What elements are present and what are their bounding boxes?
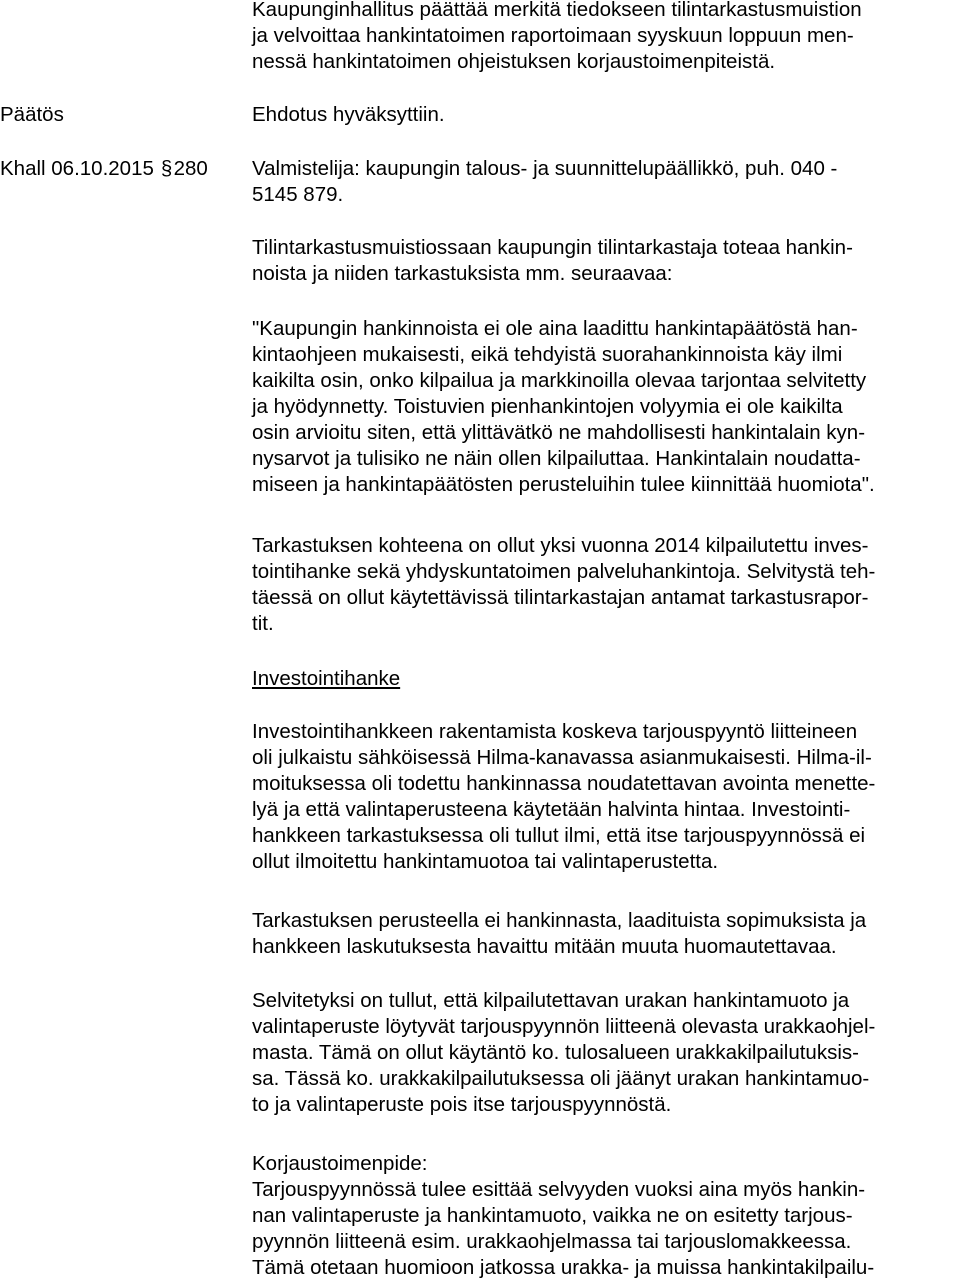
text-line: ollut ilmoitettu hankintamuotoa tai valintaperustetta. xyxy=(252,850,719,873)
meeting-reference xyxy=(0,156,208,182)
text-line: ja velvoittaa hankintatoimen raportoimaan syyskuun loppuun men- xyxy=(252,24,854,47)
text-line: pyynnön liitteenä esim. urakkaohjelmassa tai tarjouslomakkeessa. xyxy=(252,1230,852,1253)
text-line: lyä ja että valintaperusteena käytetään halvinta hintaa. Investointi- xyxy=(252,798,851,821)
investment-heading: Investointihanke xyxy=(252,667,401,690)
preparer-line: Valmistelija: kaupungin talous- ja suunnittelupäällikkö, puh. 040 - xyxy=(252,157,838,180)
section-symbol: § xyxy=(160,157,173,180)
text-line: sa. Tässä ko. urakkakilpailutuksessa oli jäänyt urakan hankintamuo- xyxy=(252,1067,870,1090)
text-line: Investointihankkeen rakentamista koskeva tarjouspyyntö liitteineen xyxy=(252,720,858,743)
text-line: kaikilta osin, onko kilpailua ja markkinoilla olevaa tarjontaa selvitetty xyxy=(252,369,867,392)
text-line: Tarjouspyynnössä tulee esittää selvyyden vuoksi aina myös hankin- xyxy=(252,1178,866,1201)
text-line: Tämä otetaan huomioon jatkossa urakka- ja muissa hankintakilpailu- xyxy=(252,1256,875,1279)
text-line: "Kaupungin hankinnoista ei ole aina laadittu hankintapäätöstä han- xyxy=(252,317,858,340)
text-line: to ja valintaperuste pois itse tarjouspyynnöstä. xyxy=(252,1093,672,1116)
text-line: Selvitetyksi on tullut, että kilpailutettavan urakan hankintamuoto ja xyxy=(252,989,850,1012)
text-line: Kaupunginhallitus päättää merkitä tiedokseen tilintarkastusmuistion xyxy=(252,0,862,21)
text-line: osin arvioitu siten, että ylittävätkö ne mahdollisesti hankintalain kyn- xyxy=(252,421,866,444)
section-number: 280 xyxy=(173,157,208,180)
text-line: Tarkastuksen perusteella ei hankinnasta, laadituista sopimuksista ja xyxy=(252,909,867,932)
text-line: valintaperuste löytyvät tarjouspyynnön liitteenä olevasta urakkaohjel- xyxy=(252,1015,876,1038)
text-line: hankkeen laskutuksesta havaittu mitään muuta huomautettavaa. xyxy=(252,935,837,958)
text-line: nan valintaperuste ja hankintamuoto, vaikka ne on esitetty tarjous- xyxy=(252,1204,853,1227)
text-line: ja hyödynnetty. Toistuvien pienhankintojen volyymia ei ole kaikilta xyxy=(252,395,843,418)
decision-label: Päätös xyxy=(0,103,64,126)
text-line: Tarkastuksen kohteena on ollut yksi vuonna 2014 kilpailutettu inves- xyxy=(252,534,869,557)
text-line: Tilintarkastusmuistiossaan kaupungin tilintarkastaja toteaa hankin- xyxy=(252,236,853,259)
text-line: oli julkaistu sähköisessä Hilma-kanavassa asianmukaisesti. Hilma-il- xyxy=(252,746,872,769)
meeting-date: Khall 06.10.2015 xyxy=(0,157,154,180)
text-line: noista ja niiden tarkastuksista mm. seuraavaa: xyxy=(252,262,673,285)
text-line: tit. xyxy=(252,612,274,635)
text-line: nysarvot ja tulisiko ne näin ollen kilpailuttaa. Hankintalain noudatta- xyxy=(252,447,861,470)
text-line: moituksessa oli todettu hankinnassa noudatettavan avointa menette- xyxy=(252,772,876,795)
text-line: masta. Tämä on ollut käytäntö ko. tulosalueen urakkakilpailutuksis- xyxy=(252,1041,859,1064)
text-line: hankkeen tarkastuksessa oli tullut ilmi, että itse tarjouspyynnössä ei xyxy=(252,824,866,847)
text-line: kintaohjeen mukaisesti, eikä tehdyistä suorahankinnoista käy ilmi xyxy=(252,343,843,366)
text-line: miseen ja hankintapäätösten perusteluihin tulee kiinnittää huomiota". xyxy=(252,473,875,496)
corrective-action-label: Korjaustoimenpide: xyxy=(252,1152,428,1175)
text-line: täessä on ollut käytettävissä tilintarkastajan antamat tarkastusrapor- xyxy=(252,586,869,609)
text-line: tointihanke sekä yhdyskuntatoimen palveluhankintoja. Selvitystä teh- xyxy=(252,560,876,583)
preparer-line: 5145 879. xyxy=(252,183,344,206)
decision-text: Ehdotus hyväksyttiin. xyxy=(252,103,445,126)
text-line: nessä hankintatoimen ohjeistuksen korjaustoimenpiteistä. xyxy=(252,50,776,73)
